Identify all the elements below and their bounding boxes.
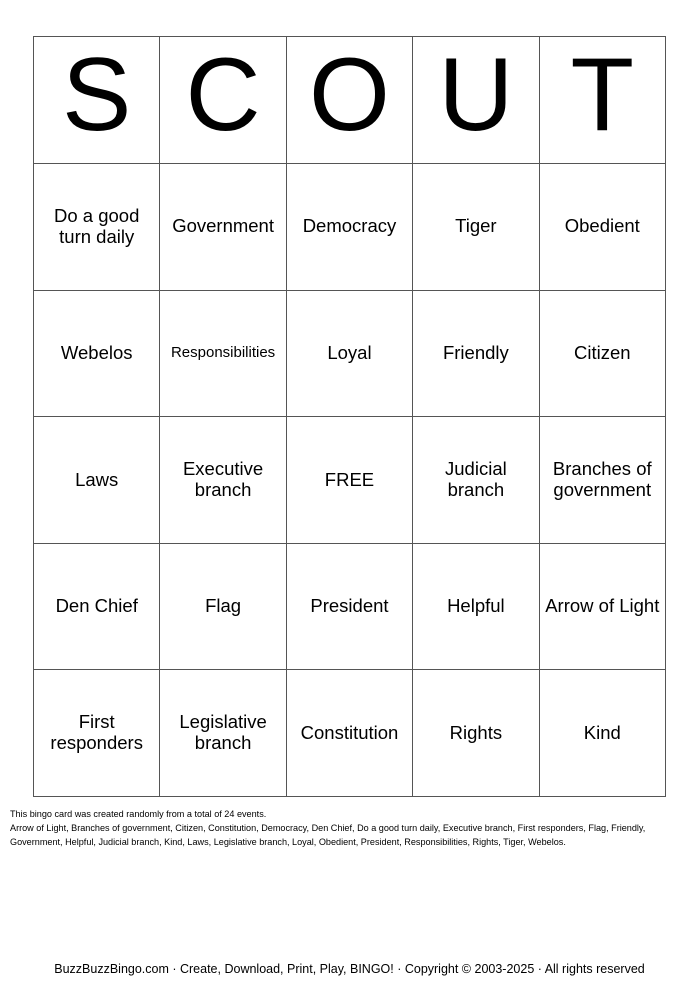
bingo-cell: Flag xyxy=(160,543,286,670)
bingo-cell: Branches of government xyxy=(539,417,665,544)
page-footer: BuzzBuzzBingo.com · Create, Download, Print, Play, BINGO! · Copyright © 2003-2025 · All rights reserved xyxy=(54,962,645,976)
grid-row-5 xyxy=(34,670,666,797)
footnote-event-list: Arrow of Light, Branches of government, Citizen, Constitution, Democracy, Den Chief, Do a good turn daily, Executive branch, First responders, Flag, Friendly, Government, Helpful, Judicial branch, Kind, Laws, Legislative branch, Loyal, Obedient, President, Responsibilities, Rights, Tiger, Webelos. xyxy=(10,823,646,847)
bingo-cell: Webelos xyxy=(34,290,160,417)
bingo-cell: Citizen xyxy=(539,290,665,417)
bingo-cell: Laws xyxy=(34,417,160,544)
bingo-cell: Do a good turn daily xyxy=(34,164,160,291)
bingo-cell: Democracy xyxy=(286,164,412,291)
bingo-card xyxy=(33,36,666,796)
header-letter-s: S xyxy=(34,37,160,164)
bingo-cell: Loyal xyxy=(286,290,412,417)
bingo-cell: Friendly xyxy=(413,290,539,417)
grid-row-2 xyxy=(34,290,666,417)
bingo-cell: Helpful xyxy=(413,543,539,670)
grid-row-3 xyxy=(34,417,666,544)
bingo-cell: Den Chief xyxy=(34,543,160,670)
bingo-cell: Obedient xyxy=(539,164,665,291)
bingo-cell: Kind xyxy=(539,670,665,797)
bingo-grid xyxy=(33,36,666,797)
bingo-cell: Constitution xyxy=(286,670,412,797)
grid-row-1 xyxy=(34,164,666,291)
header-letter-c: C xyxy=(160,37,286,164)
bingo-cell: Legislative branch xyxy=(160,670,286,797)
bingo-cell: First responders xyxy=(34,670,160,797)
bingo-cell: Judicial branch xyxy=(413,417,539,544)
header-row xyxy=(34,37,666,164)
bingo-cell: Government xyxy=(160,164,286,291)
bingo-cell: Rights xyxy=(413,670,539,797)
header-letter-u: U xyxy=(413,37,539,164)
card-footnote xyxy=(10,807,690,849)
bingo-cell: Responsibilities xyxy=(160,290,286,417)
bingo-cell: Arrow of Light xyxy=(539,543,665,670)
header-letter-o: O xyxy=(286,37,412,164)
header-letter-t: T xyxy=(539,37,665,164)
bingo-cell: Executive branch xyxy=(160,417,286,544)
free-space-cell: FREE xyxy=(286,417,412,544)
bingo-cell: Tiger xyxy=(413,164,539,291)
footnote-summary: This bingo card was created randomly from a total of 24 events. xyxy=(10,809,267,819)
grid-row-4 xyxy=(34,543,666,670)
bingo-cell: President xyxy=(286,543,412,670)
